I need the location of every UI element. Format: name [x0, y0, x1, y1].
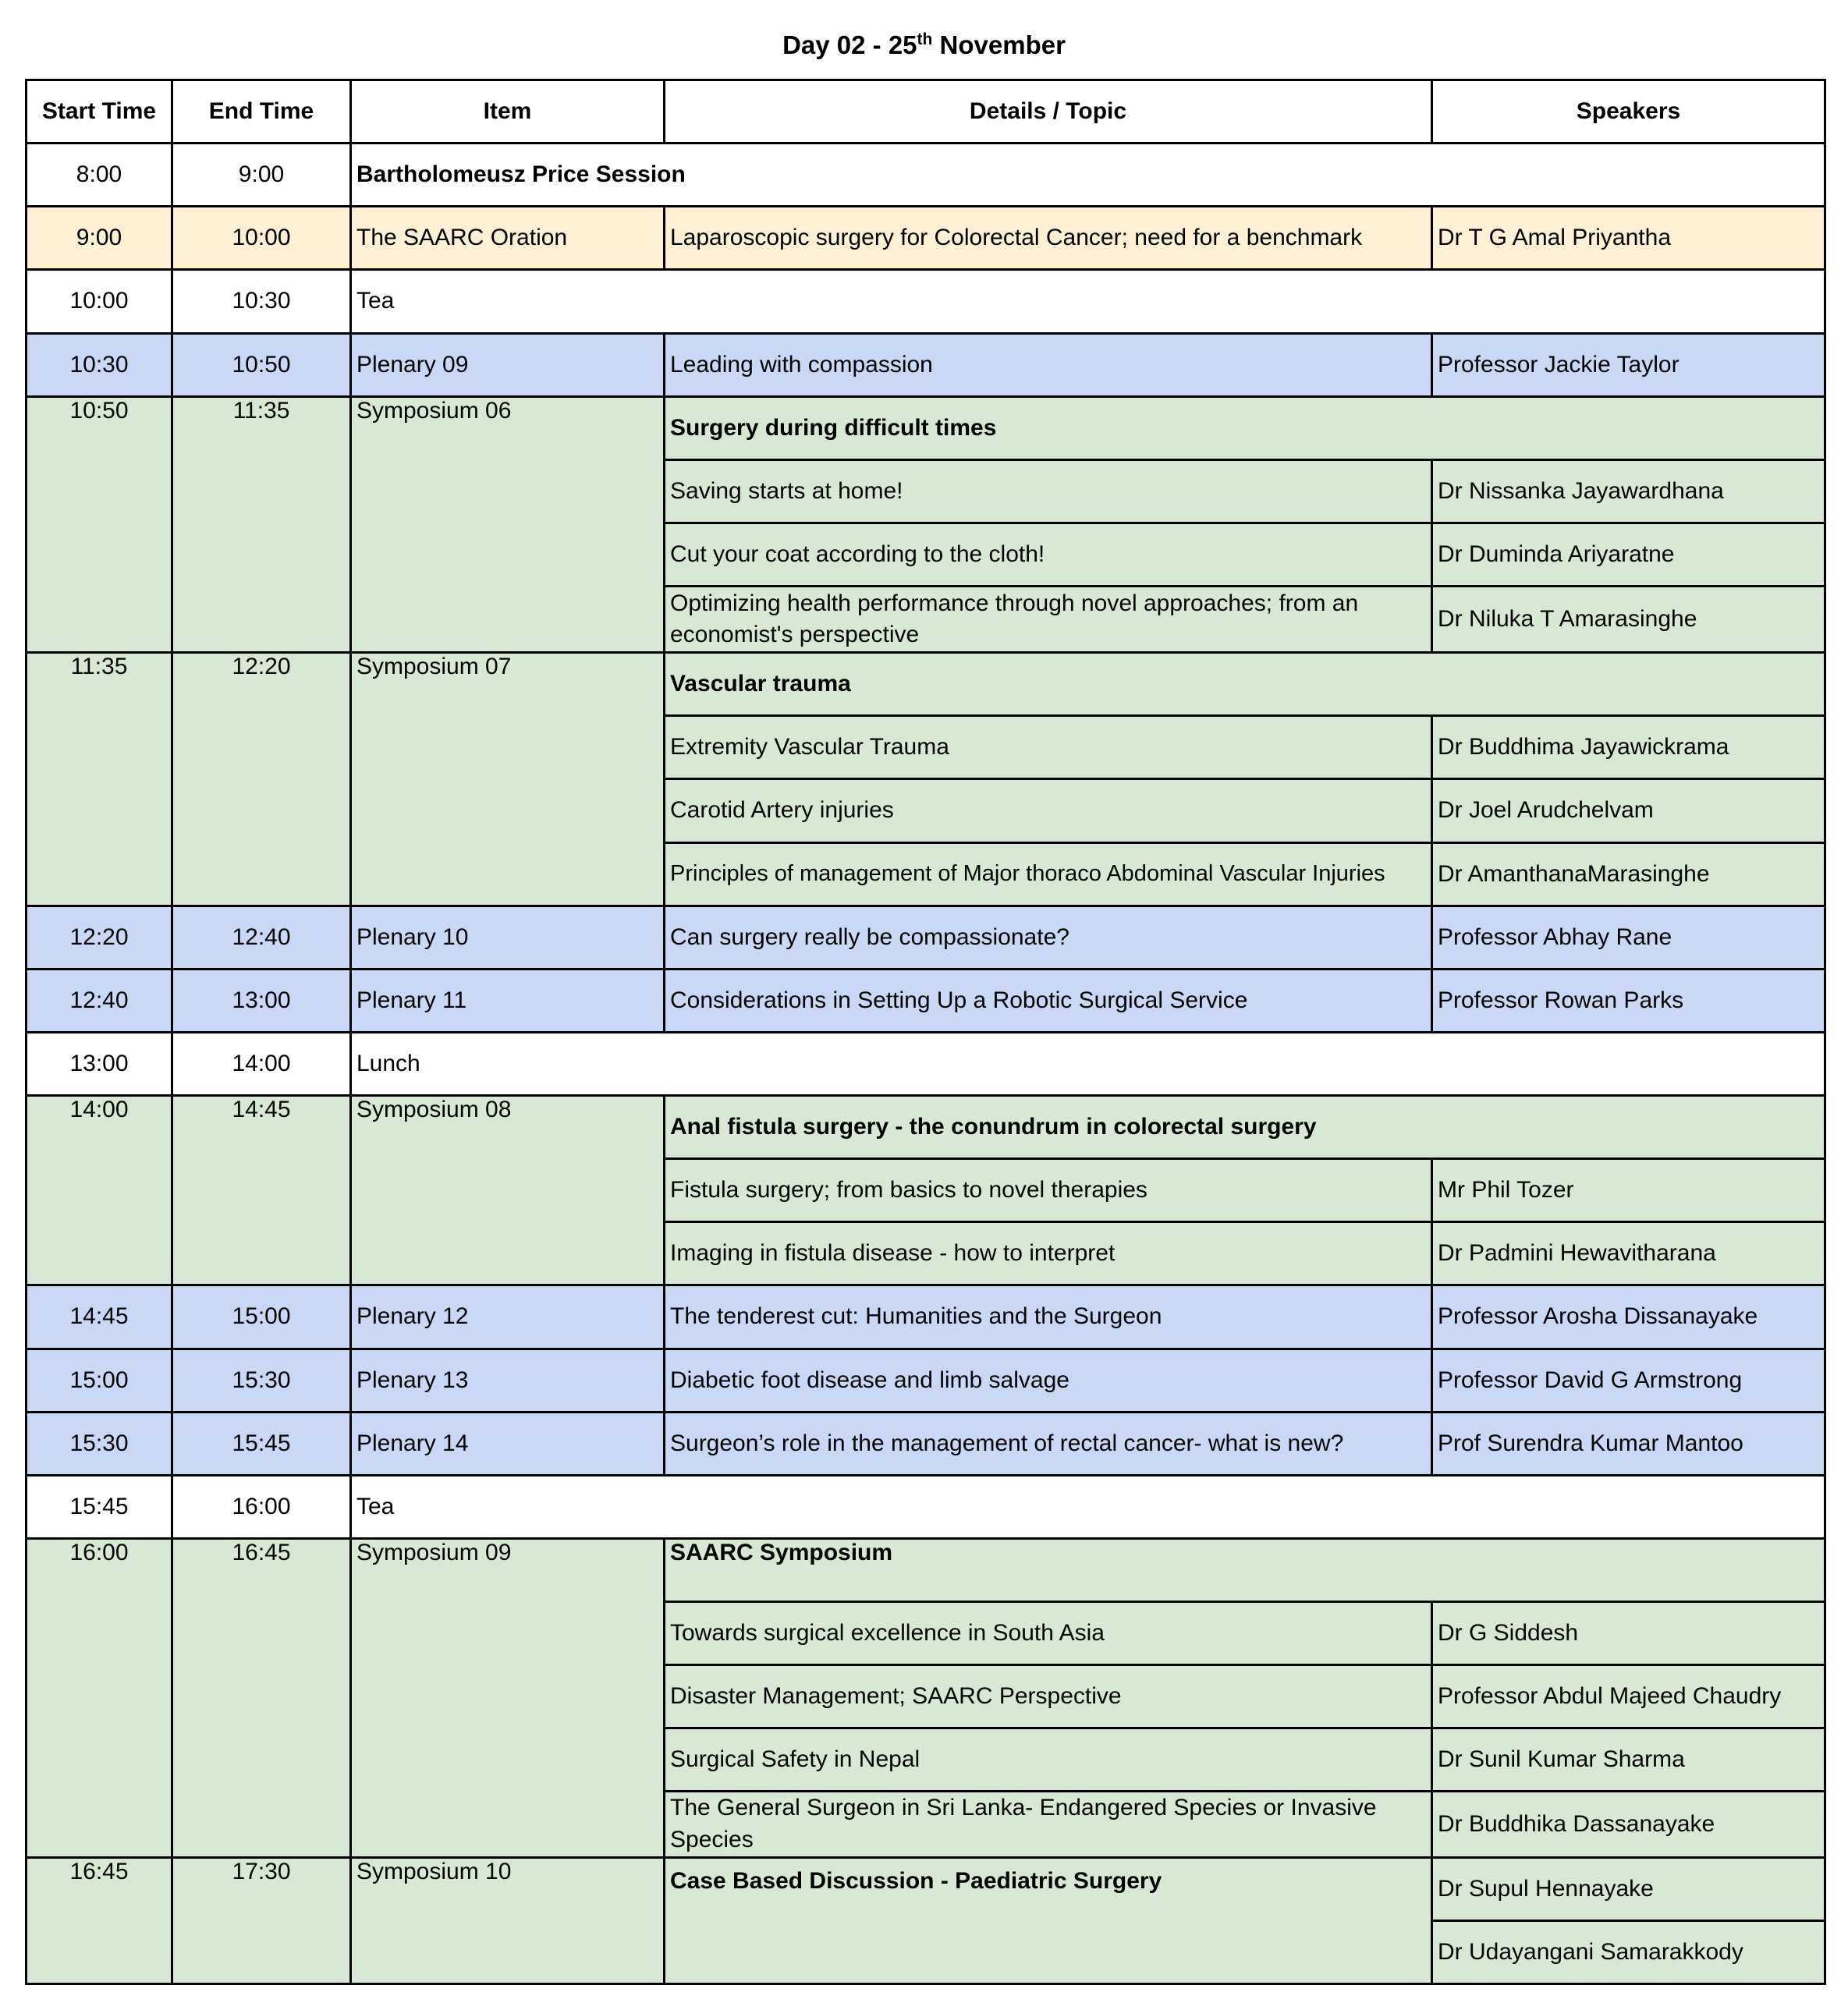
speaker: Dr T G Amal Priyantha — [1432, 207, 1825, 270]
end-time: 14:45 — [172, 1096, 351, 1285]
speaker: Professor David G Armstrong — [1432, 1349, 1825, 1412]
end-time: 16:00 — [172, 1475, 351, 1538]
speaker: Professor Abhay Rane — [1432, 906, 1825, 969]
page-title: Day 02 - 25th November — [782, 30, 1066, 59]
start-time: 16:45 — [27, 1857, 172, 1984]
end-time: 10:30 — [172, 270, 351, 333]
topic: Diabetic foot disease and limb salvage — [665, 1349, 1432, 1412]
speaker: Professor Jackie Taylor — [1432, 333, 1825, 396]
topic: Saving starts at home! — [665, 459, 1432, 523]
start-time: 15:00 — [27, 1349, 172, 1412]
schedule-table — [25, 79, 1826, 1985]
table-row — [27, 396, 1825, 459]
end-time: 17:30 — [172, 1857, 351, 1984]
start-time: 16:00 — [27, 1538, 172, 1857]
item-name: Plenary 13 — [351, 1349, 665, 1412]
table-row — [27, 1096, 1825, 1159]
end-time: 9:00 — [172, 144, 351, 207]
speaker: Professor Abdul Majeed Chaudry — [1432, 1665, 1825, 1728]
start-time: 12:20 — [27, 906, 172, 969]
table-row — [27, 1349, 1825, 1412]
speaker: Professor Arosha Dissanayake — [1432, 1285, 1825, 1349]
speaker: Dr Supul Hennayake — [1432, 1857, 1825, 1920]
speaker: Dr Duminda Ariyaratne — [1432, 523, 1825, 586]
end-time: 15:00 — [172, 1285, 351, 1349]
header-start-time: Start Time — [27, 80, 172, 144]
start-time: 8:00 — [27, 144, 172, 207]
item-name: Plenary 09 — [351, 333, 665, 396]
topic: Principles of management of Major thoraco Abdominal Vascular Injuries — [665, 842, 1432, 906]
header-row — [27, 80, 1825, 144]
table-row — [27, 653, 1825, 716]
speaker: Dr Sunil Kumar Sharma — [1432, 1728, 1825, 1792]
topic: Carotid Artery injuries — [665, 779, 1432, 842]
start-time: 10:00 — [27, 270, 172, 333]
symposium-heading: Surgery during difficult times — [665, 396, 1825, 459]
item-name: Tea — [351, 270, 1825, 333]
item-name: Plenary 10 — [351, 906, 665, 969]
start-time: 15:30 — [27, 1412, 172, 1475]
start-time: 12:40 — [27, 969, 172, 1032]
speaker: Dr AmanthanaMarasinghe — [1432, 842, 1825, 906]
item-name: Symposium 10 — [351, 1857, 665, 1984]
item-name: Symposium 07 — [351, 653, 665, 906]
end-time: 14:00 — [172, 1032, 351, 1095]
topic: Fistula surgery; from basics to novel therapies — [665, 1159, 1432, 1222]
speaker: Dr Niluka T Amarasinghe — [1432, 587, 1825, 653]
table-row — [27, 207, 1825, 270]
table-row — [27, 270, 1825, 333]
start-time: 11:35 — [27, 653, 172, 906]
table-row — [27, 1285, 1825, 1349]
table-row — [27, 1412, 1825, 1475]
symposium-heading: Case Based Discussion - Paediatric Surgery — [665, 1857, 1432, 1984]
item-name: Symposium 09 — [351, 1538, 665, 1857]
speaker: Dr Buddhika Dassanayake — [1432, 1792, 1825, 1857]
speaker: Dr G Siddesh — [1432, 1602, 1825, 1665]
table-row — [27, 1032, 1825, 1095]
session-title: Bartholomeusz Price Session — [351, 144, 1825, 207]
speaker: Dr Padmini Hewavitharana — [1432, 1222, 1825, 1285]
item-name: Symposium 06 — [351, 396, 665, 653]
start-time: 13:00 — [27, 1032, 172, 1095]
item-name: Plenary 14 — [351, 1412, 665, 1475]
end-time: 12:40 — [172, 906, 351, 969]
speaker: Professor Rowan Parks — [1432, 969, 1825, 1032]
topic: Extremity Vascular Trauma — [665, 716, 1432, 779]
item-name: Lunch — [351, 1032, 1825, 1095]
symposium-heading: SAARC Symposium — [665, 1538, 1825, 1601]
end-time: 12:20 — [172, 653, 351, 906]
start-time: 14:45 — [27, 1285, 172, 1349]
table-row — [27, 1475, 1825, 1538]
topic: Disaster Management; SAARC Perspective — [665, 1665, 1432, 1728]
end-time: 10:50 — [172, 333, 351, 396]
end-time: 13:00 — [172, 969, 351, 1032]
item-name: The SAARC Oration — [351, 207, 665, 270]
speaker: Mr Phil Tozer — [1432, 1159, 1825, 1222]
table-row — [27, 1538, 1825, 1601]
topic: Imaging in fistula disease - how to interpret — [665, 1222, 1432, 1285]
topic: Surgeon’s role in the management of rectal cancer- what is new? — [665, 1412, 1432, 1475]
header-speakers: Speakers — [1432, 80, 1825, 144]
speaker: Dr Nissanka Jayawardhana — [1432, 459, 1825, 523]
header-details: Details / Topic — [665, 80, 1432, 144]
speaker: Dr Buddhima Jayawickrama — [1432, 716, 1825, 779]
end-time: 16:45 — [172, 1538, 351, 1857]
end-time: 10:00 — [172, 207, 351, 270]
end-time: 11:35 — [172, 396, 351, 653]
start-time: 9:00 — [27, 207, 172, 270]
topic: Cut your coat according to the cloth! — [665, 523, 1432, 586]
topic: The tenderest cut: Humanities and the Surgeon — [665, 1285, 1432, 1349]
topic: Laparoscopic surgery for Colorectal Cancer; need for a benchmark — [665, 207, 1432, 270]
speaker: Dr Udayangani Samarakkody — [1432, 1920, 1825, 1983]
topic: Considerations in Setting Up a Robotic Surgical Service — [665, 969, 1432, 1032]
symposium-heading: Vascular trauma — [665, 653, 1825, 716]
topic: Can surgery really be compassionate? — [665, 906, 1432, 969]
topic: Towards surgical excellence in South Asia — [665, 1602, 1432, 1665]
table-row — [27, 144, 1825, 207]
topic: Optimizing health performance through novel approaches; from an economist's perspective — [665, 587, 1432, 653]
item-name: Symposium 08 — [351, 1096, 665, 1285]
speaker: Dr Joel Arudchelvam — [1432, 779, 1825, 842]
end-time: 15:30 — [172, 1349, 351, 1412]
table-row — [27, 333, 1825, 396]
table-row — [27, 906, 1825, 969]
table-row — [27, 1857, 1825, 1920]
topic: The General Surgeon in Sri Lanka- Endangered Species or Invasive Species — [665, 1792, 1432, 1857]
speaker: Prof Surendra Kumar Mantoo — [1432, 1412, 1825, 1475]
header-end-time: End Time — [172, 80, 351, 144]
end-time: 15:45 — [172, 1412, 351, 1475]
header-item: Item — [351, 80, 665, 144]
start-time: 10:50 — [27, 396, 172, 653]
symposium-heading: Anal fistula surgery - the conundrum in colorectal surgery — [665, 1096, 1825, 1159]
table-row — [27, 969, 1825, 1032]
topic: Leading with compassion — [665, 333, 1432, 396]
start-time: 14:00 — [27, 1096, 172, 1285]
start-time: 10:30 — [27, 333, 172, 396]
item-name: Tea — [351, 1475, 1825, 1538]
item-name: Plenary 11 — [351, 969, 665, 1032]
start-time: 15:45 — [27, 1475, 172, 1538]
item-name: Plenary 12 — [351, 1285, 665, 1349]
topic: Surgical Safety in Nepal — [665, 1728, 1432, 1792]
